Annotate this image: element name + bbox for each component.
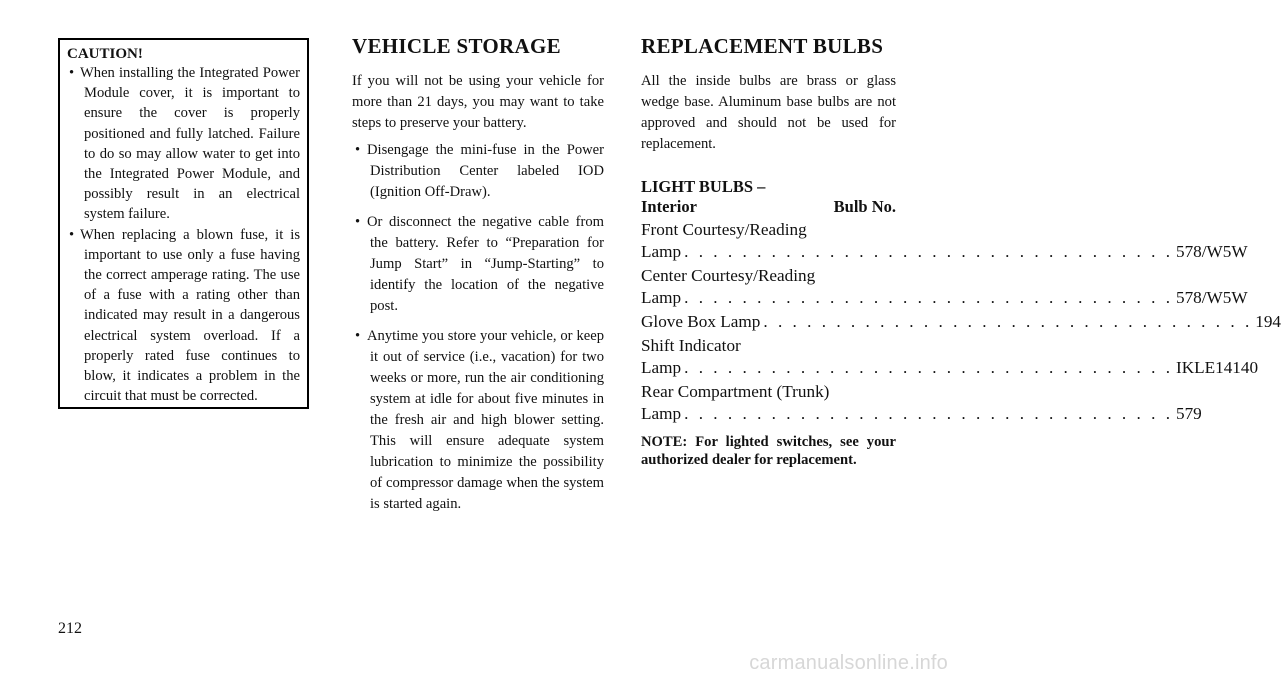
bulb-entry <box>641 381 1202 425</box>
note-text: For lighted switches, see your authorized dealer for replacement. <box>641 434 896 468</box>
bulb-entry-name: Rear Compartment (Trunk) <box>641 382 830 401</box>
bulb-entry <box>641 311 1281 333</box>
bulb-entry <box>641 219 1248 263</box>
bulb-table-heading <box>641 177 896 217</box>
leader-dots: . . . . . . . . . . . . . . . . . . . . . . . . . . . . . . . . . . <box>763 312 1253 331</box>
bulb-entry-number: 579 <box>1175 404 1202 423</box>
caution-item: • When replacing a blown fuse, it is important to use only a fuse having the correct amperage rating. The use of a fuse with a rating other than indicated may result in a dangerous electrical system overload. If a properly rated fuse continues to blow, it indicates a problem in the circuit that must be corrected. <box>67 225 300 407</box>
bulb-entry-name: Front Courtesy/Reading <box>641 220 807 239</box>
bulb-entry-lead: Lamp <box>641 404 682 423</box>
vehicle-storage-intro: If you will not be using your vehicle for more than 21 days, you may want to take steps to preserve your battery. <box>352 73 604 131</box>
replacement-bulbs-heading: REPLACEMENT BULBS <box>641 34 884 58</box>
bulb-entry-lead: Lamp <box>641 288 682 307</box>
vehicle-storage-heading: VEHICLE STORAGE <box>352 34 561 58</box>
bulb-entry-number: IKLE14140 <box>1175 358 1259 377</box>
bulb-entry-lead: Glove Box Lamp <box>641 312 761 331</box>
caution-list <box>67 63 300 406</box>
page-number: 212 <box>58 620 82 637</box>
vehicle-storage-section <box>352 34 604 524</box>
bulb-entry-lead: Lamp <box>641 242 682 261</box>
leader-dots: . . . . . . . . . . . . . . . . . . . . . . . . . . . . . . . . . . <box>684 242 1173 261</box>
caution-box <box>58 38 309 409</box>
replacement-bulbs-intro: All the inside bulbs are brass or glass wedge base. Aluminum base bulbs are not approved and should not be used for replacement. <box>641 73 896 152</box>
leader-dots: . . . . . . . . . . . . . . . . . . . . . . . . . . . . . . . . . . <box>684 358 1173 377</box>
bulb-entry <box>641 335 1259 379</box>
caution-item: • When installing the Integrated Power Module cover, it is important to ensure the cover is properly positioned and fully latched. Failure to do so may allow water to get into the Integrated Power Module, and possibly result in an electrical system failure. <box>67 63 300 225</box>
list-item: • Or disconnect the negative cable from the battery. Refer to “Preparation for Jump Start” in “Jump-Starting” to identify the location of the negative post. <box>352 212 604 317</box>
bulb-entry-number: 194 <box>1255 312 1281 331</box>
bulb-entry-number: 578/W5W <box>1175 242 1248 261</box>
list-item: • Disengage the mini-fuse in the Power Distribution Center labeled IOD (Ignition Off-Draw). <box>352 140 604 203</box>
bulb-table-heading-left: Interior <box>641 197 697 216</box>
bulb-table-heading-right: Bulb No. <box>833 197 896 216</box>
leader-dots: . . . . . . . . . . . . . . . . . . . . . . . . . . . . . . . . . . <box>684 288 1173 307</box>
bulb-entry-number: 578/W5W <box>1175 288 1248 307</box>
list-item: • Anytime you store your vehicle, or keep it out of service (i.e., vacation) for two weeks or more, run the air conditioning system at idle for about five minutes in the fresh air and high blower setting. This will ensure adequate system lubrication to minimize the possibility of compressor damage when the system is started again. <box>352 326 604 515</box>
note <box>641 433 896 469</box>
bulb-table-heading-line1: LIGHT BULBS – <box>641 177 766 196</box>
bulb-entry-lead: Lamp <box>641 358 682 377</box>
note-label: NOTE: <box>641 434 688 450</box>
bulb-entry <box>641 265 1248 309</box>
caution-title: CAUTION! <box>67 46 143 62</box>
leader-dots: . . . . . . . . . . . . . . . . . . . . . . . . . . . . . . . . . . <box>684 404 1173 423</box>
bulb-entry-name: Center Courtesy/Reading <box>641 266 816 285</box>
bulb-entry-name: Shift Indicator <box>641 336 741 355</box>
vehicle-storage-list <box>352 140 604 515</box>
watermark: carmanualsonline.info <box>749 652 948 674</box>
replacement-bulbs-section <box>641 34 1281 484</box>
